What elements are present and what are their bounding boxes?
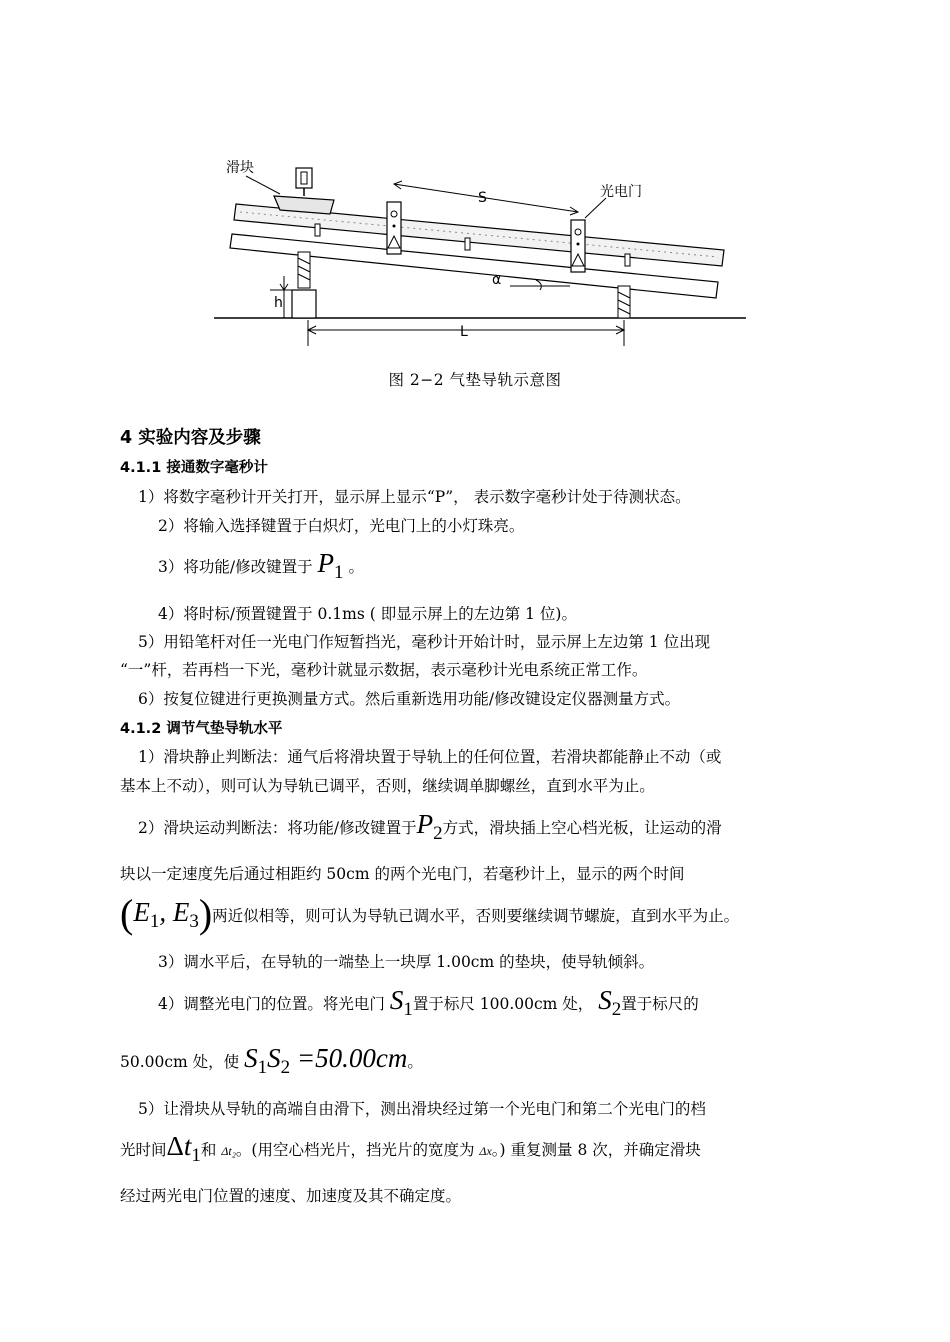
section-title: 4 实验内容及步骤 bbox=[120, 428, 261, 448]
para-2-post: 方式，滑块插上空心档光板，让运动的滑 bbox=[442, 819, 722, 837]
para-5-line-2 bbox=[120, 1131, 701, 1166]
para-5-line-1: 5）让滑块从导轨的高端自由滑下，测出滑块经过第一个光电门和第二个光电门的档 bbox=[138, 1100, 706, 1118]
s1-symbol: S bbox=[389, 985, 404, 1015]
e1-symbol: E bbox=[133, 897, 150, 927]
subsection-4-1-1-title: 4.1.1 接通数字毫秒计 bbox=[120, 460, 268, 476]
step-3-post: 。 bbox=[348, 558, 364, 576]
t-symbol: t bbox=[183, 1131, 192, 1161]
comma-separator: , bbox=[159, 897, 173, 927]
photogate-label: 光电门 bbox=[600, 184, 642, 200]
para-3-text: 3）调水平后，在导轨的一端垫上一块厚 1.00cm 的垫块，使导轨倾斜。 bbox=[158, 953, 655, 971]
distance-s-label: S bbox=[478, 190, 487, 206]
figure-caption: 图 2−2 气垫导轨示意图 bbox=[388, 371, 562, 389]
para-5-pre: 光时间 bbox=[120, 1141, 167, 1159]
step-5-line-1: 5）用铅笔杆对任一光电门作短暂挡光，毫秒计开始计时，显示屏上左边第 1 位出现 bbox=[138, 633, 711, 651]
para-2-line-3-text: 两近似相等，则可认为导轨已调水平，否则要继续调节螺旋，直到水平为止。 bbox=[212, 907, 740, 925]
step-3-pre: 3）将功能/修改键置于 bbox=[158, 558, 313, 576]
e1-subscript: 1 bbox=[149, 911, 160, 932]
p1-subscript: 1 bbox=[334, 562, 344, 583]
eq-s2-subscript: 2 bbox=[280, 1057, 291, 1078]
t1-subscript: 1 bbox=[191, 1145, 201, 1166]
para-1-line-1: 1）滑块静止判断法：通气后将滑块置于导轨上的任何位置，若滑块都能静止不动（或 bbox=[138, 748, 722, 766]
eq-unit: cm bbox=[375, 1043, 408, 1073]
para-4-mid: 置于标尺 100.00cm 处， bbox=[412, 995, 594, 1013]
eq-value: =50.00 bbox=[290, 1043, 376, 1073]
length-l-label: L bbox=[460, 324, 468, 340]
step-6-text: 6）按复位键进行更换测量方式。然后重新选用功能/修改键设定仪器测量方式。 bbox=[138, 690, 681, 708]
para-4-pre: 4）调整光电门的位置。将光电门 bbox=[158, 995, 385, 1013]
delta-t2-symbol: Δt₂ bbox=[221, 1144, 236, 1158]
air-track-diagram bbox=[210, 150, 750, 360]
step-1-text: 1）将数字毫秒计开关打开，显示屏上显示“P”， 表示数字毫秒计处于待测状态。 bbox=[138, 488, 691, 506]
step-4-text: 4）将时标/预置键置于 0.1ms ( 即显示屏上的左边第 1 位)。 bbox=[158, 605, 577, 623]
para-5-line-3: 经过两光电门位置的速度、加速度及其不确定度。 bbox=[120, 1187, 462, 1205]
eq-s2-symbol: S bbox=[267, 1043, 281, 1073]
para-5-mid: 。(用空心档光片，挡光片的宽度为 bbox=[235, 1141, 475, 1159]
s1-subscript: 1 bbox=[403, 999, 413, 1020]
para-2-line-1 bbox=[138, 809, 722, 844]
subsection-4-1-2-title: 4.1.2 调节气垫导轨水平 bbox=[120, 721, 283, 737]
p2-subscript: 2 bbox=[433, 823, 443, 844]
step-2-text: 2）将输入选择键置于白炽灯，光电门上的小灯珠亮。 bbox=[158, 517, 525, 535]
para-4-line-2-pre: 50.00cm 处，使 bbox=[120, 1053, 240, 1071]
right-paren: ) bbox=[198, 891, 213, 936]
e3-subscript: 3 bbox=[189, 911, 199, 932]
eq-s1-symbol: S bbox=[244, 1043, 258, 1073]
para-1-line-2: 基本上不动），则可认为导轨已调平，否则，继续调单脚螺丝，直到水平为止。 bbox=[120, 777, 655, 795]
e3-symbol: E bbox=[172, 897, 190, 927]
air-track-figure bbox=[210, 150, 750, 360]
height-h-label: h bbox=[274, 295, 283, 311]
eq-s1-subscript: 1 bbox=[257, 1057, 268, 1078]
slider-label: 滑块 bbox=[226, 160, 254, 176]
para-4-line-2-post: 。 bbox=[407, 1053, 423, 1071]
angle-alpha-label: α bbox=[492, 272, 502, 288]
s2-symbol: S bbox=[598, 985, 612, 1015]
p1-symbol: P bbox=[317, 548, 335, 578]
step-3-text bbox=[158, 548, 364, 583]
and-text: 和 bbox=[200, 1141, 217, 1159]
s2-subscript: 2 bbox=[611, 999, 622, 1020]
left-paren: ( bbox=[120, 891, 134, 936]
delta-symbol: Δ bbox=[166, 1131, 184, 1161]
para-5-post: 。) 重复测量 8 次，并确定滑块 bbox=[491, 1141, 701, 1159]
para-2-line-3 bbox=[120, 891, 740, 936]
para-4-line-1 bbox=[158, 985, 699, 1020]
delta-x-symbol: Δx bbox=[479, 1144, 492, 1158]
step-5-line-2: “一”杆，若再档一下光，毫秒计就显示数据，表示毫秒计光电系统正常工作。 bbox=[120, 661, 648, 679]
para-2-line-2: 块以一定速度先后通过相距约 50cm 的两个光电门，若毫秒计上，显示的两个时间 bbox=[120, 865, 685, 883]
para-2-pre: 2）滑块运动判断法：将功能/修改键置于 bbox=[138, 819, 417, 837]
p2-symbol: P bbox=[416, 809, 434, 839]
para-4-line-2 bbox=[120, 1043, 423, 1078]
para-4-post: 置于标尺的 bbox=[621, 995, 699, 1013]
